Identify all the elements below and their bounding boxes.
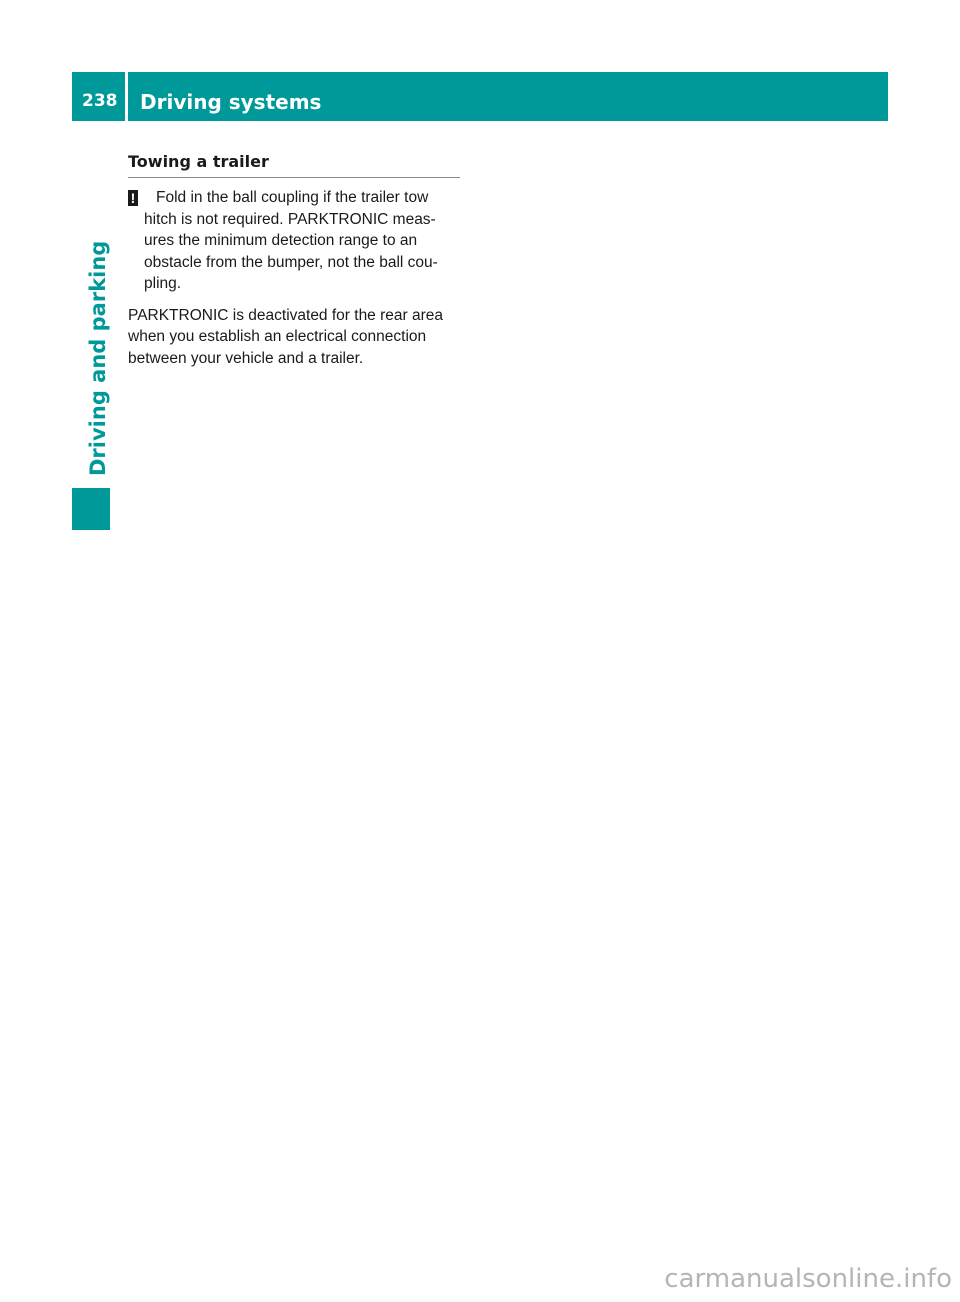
warning-note: [128, 187, 460, 295]
warning-line: obstacle from the bumper, not the ball cou-: [144, 253, 438, 271]
warning-line: Fold in the ball coupling if the trailer tow: [156, 189, 429, 206]
side-tab-marker: [72, 488, 110, 530]
page-number: 238: [82, 91, 118, 111]
warning-text: [144, 187, 460, 295]
body-line: PARKTRONIC is deactivated for the rear area: [128, 306, 444, 324]
body-line: between your vehicle and a trailer.: [128, 349, 364, 367]
title-divider: [128, 177, 460, 178]
main-content: [128, 150, 460, 369]
header-divider: [125, 72, 128, 121]
warning-line: ures the minimum detection range to an: [144, 232, 418, 249]
warning-icon: !: [128, 190, 138, 206]
section-title: Towing a trailer: [128, 152, 269, 171]
header-title: Driving systems: [140, 90, 322, 114]
warning-line: hitch is not required. PARKTRONIC meas-: [144, 210, 436, 228]
header-bar: [72, 72, 888, 121]
side-tab-label: Driving and parking: [86, 240, 110, 476]
watermark-link[interactable]: carmanualsonline.info: [664, 1264, 952, 1294]
warning-line: pling.: [144, 275, 182, 292]
body-paragraph: [128, 305, 460, 370]
body-line: when you establish an electrical connection: [128, 328, 427, 345]
